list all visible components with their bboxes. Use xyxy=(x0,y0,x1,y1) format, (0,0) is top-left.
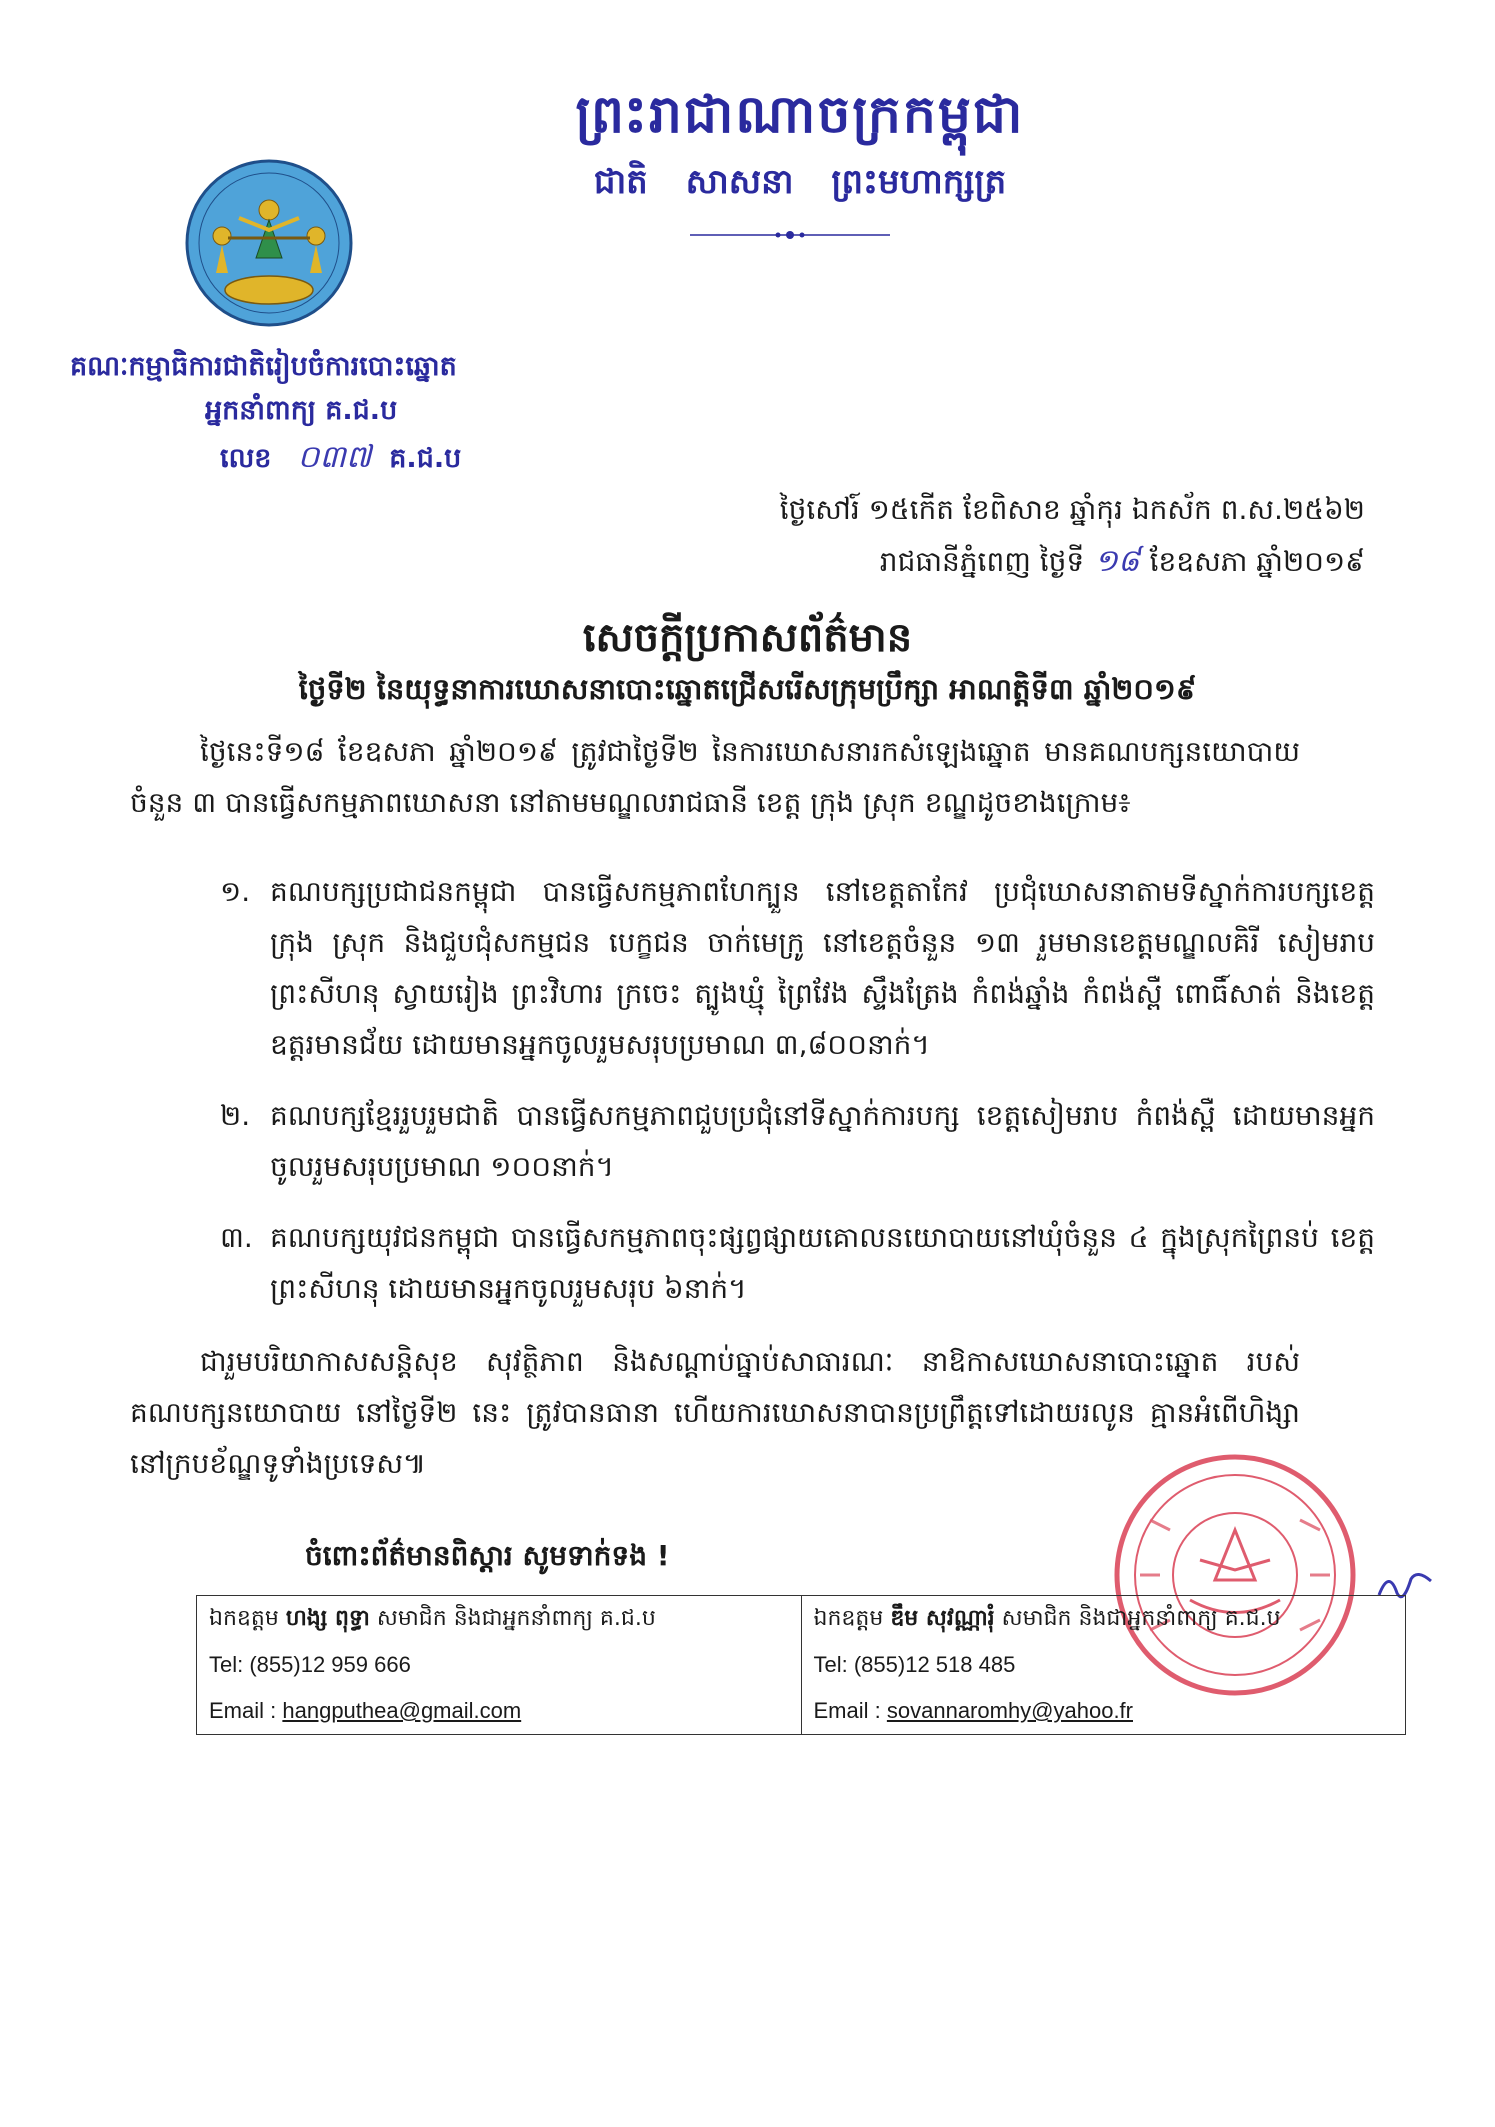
lunar-date: ថ្ងៃសៅរ៍ ១៥កើត ខែពិសាខ ឆ្នាំកុរ ឯកស័ក ព.ស.២៥៦២ xyxy=(779,493,1365,526)
list-item-number: ៣. xyxy=(220,1221,253,1254)
contact-name: ឌឹម សុវណ្ណារុំ xyxy=(890,1606,995,1631)
contact-name-line: ឯកឧត្តម ហង្ស ពុទ្ធា សមាជិក និងជាអ្នកនាំពាក្យ គ.ជ.ប xyxy=(209,1606,656,1631)
ornament-divider xyxy=(690,228,890,242)
list-item-number: ២. xyxy=(220,1099,251,1132)
contact-email-line: Email : sovannaromhy@yahoo.fr xyxy=(813,1698,1133,1723)
contact-card xyxy=(801,1596,1406,1735)
contact-name: ហង្ស ពុទ្ធា xyxy=(285,1606,370,1631)
nec-logo xyxy=(184,158,354,328)
document-subtitle: ថ្ងៃទី២ នៃយុទ្ធនាការឃោសនាបោះឆ្នោតជ្រើសរើសក្រុមប្រឹក្សា អាណត្តិទី៣ ឆ្នាំ២០១៩ xyxy=(298,672,1197,706)
list-item-text: គណបក្សខ្មែររួបរួមជាតិ បានធ្វើសកម្មភាពជួបប្រជុំនៅទីស្នាក់ការបក្ស ខេត្តសៀមរាប កំពង់ស្ពឺ ដោយមានអ្នកចូលរួមសរុបប្រមាណ ១០០នាក់។ xyxy=(270,1099,1375,1183)
contact-table xyxy=(196,1595,1406,1735)
kingdom-title: ព្រះរាជាណាចក្រកម្ពុជា xyxy=(575,85,1025,145)
contact-card xyxy=(197,1596,802,1735)
contact-email-line: Email : hangputhea@gmail.com xyxy=(209,1698,522,1723)
reference-number xyxy=(220,438,461,483)
solar-date-prefix: រាជធានីភ្នំពេញ ថ្ងៃទី xyxy=(879,545,1085,578)
national-motto: ជាតិ សាសនា ព្រះមហាក្សត្រ xyxy=(593,162,1007,202)
contact-role: សមាជិក និងជាអ្នកនាំពាក្យ គ.ជ.ប xyxy=(1001,1606,1281,1631)
contact-tel: Tel: (855)12 518 485 xyxy=(813,1652,1016,1677)
list-item-text: គណបក្សប្រជាជនកម្ពុជា បានធ្វើសកម្មភាពហែក្បួន នៅខេត្តតាកែវ ប្រជុំឃោសនាតាមទីស្នាក់ការបក្សខេត្ត ក្រុង ស្រុក និងជួបជុំសកម្មជន បេក្ខជន ចាក់មេក្រូ នៅខេត្តចំនួន ១៣ រួមមានខេត្តមណ្ឌលគិរី សៀមរាប ព្រះសីហនុ ស្វាយរៀង ព្រះវិហារ ក្រចេះ ត្បូងឃ្មុំ ព្រៃវែង ស្ទឹងត្រែង កំពង់ឆ្នាំង កំពង់ស្ពឺ ពោធិ៍សាត់ និងខេត្តឧត្តរមានជ័យ ដោយមានអ្នកចូលរួមសរុបប្រមាណ ៣,៨០០នាក់។ xyxy=(270,875,1375,1061)
more-info-line: ចំពោះព័ត៌មានពិស្តារ សូមទាក់ទង ! xyxy=(305,1539,670,1572)
contact-email-link[interactable]: sovannaromhy@yahoo.fr xyxy=(886,1698,1133,1723)
contact-name-line: ឯកឧត្តម ឌឹម សុវណ្ណារុំ សមាជិក និងជាអ្នកនាំពាក្យ គ.ជ.ប xyxy=(813,1606,1281,1631)
document-title: សេចក្តីប្រកាសព័ត៌មាន xyxy=(582,615,913,661)
list-item xyxy=(220,1212,1375,1314)
reference-number-handwritten: ០៣៧ xyxy=(297,439,372,475)
contact-role: សមាជិក និងជាអ្នកនាំពាក្យ គ.ជ.ប xyxy=(376,1606,656,1631)
list-item-number: ១. xyxy=(220,875,251,908)
list-item xyxy=(220,1090,1375,1192)
intro-paragraph: ថ្ងៃនេះទី១៨ ខែឧសភា ឆ្នាំ២០១៩ ត្រូវជាថ្ងៃទី២ នៃការឃោសនារកសំឡេងឆ្នោត មានគណបក្សនយោបាយ ចំនួន ៣ បានធ្វើសកម្មភាពឃោសនា នៅតាមមណ្ឌលរាជធានី ខេត្ត ក្រុង ស្រុក ខណ្ឌដូចខាងក្រោម៖ xyxy=(130,735,1300,819)
reference-suffix: គ.ជ.ប xyxy=(389,443,462,474)
reference-label: លេខ xyxy=(220,443,272,474)
contact-tel: Tel: (855)12 959 666 xyxy=(209,1652,411,1677)
contact-email-link[interactable]: hangputhea@gmail.com xyxy=(282,1698,522,1723)
solar-day-handwritten: ១៨ xyxy=(1094,543,1140,579)
committee-name: គណៈកម្មាធិការជាតិរៀបចំការបោះឆ្នោត xyxy=(70,351,457,382)
spokesperson-office: អ្នកនាំពាក្យ គ.ជ.ប xyxy=(205,395,398,426)
list-item xyxy=(220,866,1375,1070)
list-item-text: គណបក្សយុវជនកម្ពុជា បានធ្វើសកម្មភាពចុះផ្សព្វផ្សាយគោលនយោបាយនៅឃុំចំនួន ៤ ក្នុងស្រុកព្រៃនប់ ខេត្តព្រះសីហនុ ដោយមានអ្នកចូលរួមសរុប ៦នាក់។ xyxy=(270,1221,1375,1305)
closing-paragraph: ជារួមបរិយាកាសសន្តិសុខ សុវត្ថិភាព និងសណ្តាប់ធ្នាប់សាធារណៈ នាឱកាសឃោសនាបោះឆ្នោត របស់គណបក្សនយោបាយ នៅថ្ងៃទី២ នេះ ត្រូវបានធានា ហើយការឃោសនាបានប្រព្រឹត្តទៅដោយរលូន គ្មានអំពើហិង្សា នៅក្របខ័ណ្ឌទូទាំងប្រទេស៕ xyxy=(130,1345,1300,1480)
solar-date xyxy=(880,542,1365,587)
solar-date-suffix: ខែឧសភា ឆ្នាំ២០១៩ xyxy=(1149,545,1365,578)
